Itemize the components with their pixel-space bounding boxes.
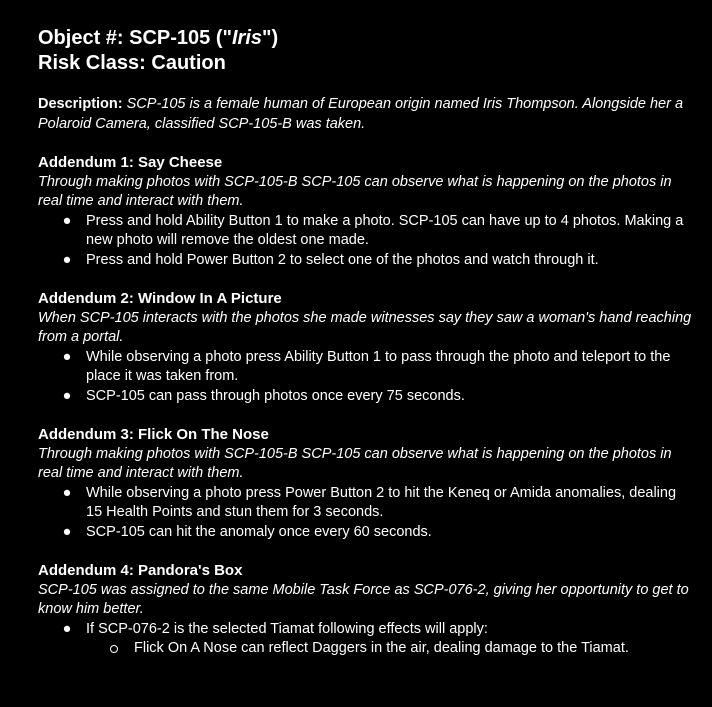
- addendum-intro: Through making photos with SCP-105-B SCP-105 can observe what is happening on the photos in real time and interact with them.: [38, 173, 672, 209]
- bullet-icon: ●: [62, 620, 72, 637]
- list-item: [62, 620, 692, 659]
- bullet-list: [38, 620, 692, 659]
- addendum-3: [38, 425, 692, 543]
- addendum-2: [38, 289, 692, 407]
- addendum-intro: SCP-105 was assigned to the same Mobile Task Force as SCP-076-2, giving her opportunity to get to know him better.: [38, 581, 689, 617]
- sub-list-item-text: Flick On A Nose can reflect Daggers in the air, dealing damage to the Tiamat.: [134, 640, 629, 656]
- bullet-icon: ●: [62, 484, 72, 501]
- object-title: [38, 26, 692, 51]
- list-item-text: While observing a photo press Ability Button 1 to pass through the photo and teleport to the place it was taken from.: [86, 348, 671, 384]
- list-item: [62, 251, 692, 271]
- list-item: [62, 348, 692, 387]
- bullet-icon: ●: [62, 387, 72, 404]
- object-title-prefix: Object #: SCP-105 (": [38, 27, 232, 49]
- list-item: [62, 523, 692, 543]
- list-item-text: Press and hold Power Button 2 to select one of the photos and watch through it.: [86, 251, 599, 268]
- risk-class: Risk Class: Caution: [38, 52, 226, 74]
- addendum-title: Addendum 4: Pandora's Box: [38, 561, 243, 579]
- addendum-1: [38, 153, 692, 271]
- bullet-list: [38, 212, 692, 271]
- bullet-list: [38, 348, 692, 407]
- addendum-title: Addendum 1: Say Cheese: [38, 153, 223, 171]
- bullet-list: [38, 484, 692, 543]
- addendum-title: Addendum 3: Flick On The Nose: [38, 425, 269, 443]
- description-label: Description:: [38, 96, 123, 112]
- bullet-icon: ●: [62, 348, 72, 365]
- object-title-name: Iris: [231, 27, 263, 49]
- addendum-4: [38, 561, 692, 659]
- addendum-intro: When SCP-105 interacts with the photos she made witnesses say they saw a woman's hand reaching from a portal.: [38, 309, 692, 345]
- list-item-text: Press and hold Ability Button 1 to make a photo. SCP-105 can have up to 4 photos. Making a new photo will remove the oldest one made.: [86, 212, 684, 248]
- list-item-text: If SCP-076-2 is the selected Tiamat following effects will apply:: [86, 620, 488, 637]
- addendum-intro: Through making photos with SCP-105-B SCP-105 can observe what is happening on the photos in real time and interact with them.: [38, 445, 672, 481]
- description-section: [38, 95, 692, 134]
- list-item-text: SCP-105 can pass through photos once every 75 seconds.: [86, 387, 465, 404]
- list-item-text: SCP-105 can hit the anomaly once every 60 seconds.: [86, 523, 432, 540]
- addendum-title: Addendum 2: Window In A Picture: [38, 289, 282, 307]
- bullet-icon: ●: [62, 523, 72, 540]
- description-text: SCP-105 is a female human of European origin named Iris Thompson. Alongside her a Polaroid Camera, classified SCP-105-B was taken.: [38, 96, 684, 132]
- sub-bullet-list: [86, 639, 692, 659]
- bullet-icon: ●: [62, 212, 72, 229]
- list-item-text: While observing a photo press Power Button 2 to hit the Keneq or Amida anomalies, dealing 15 Health Points and stun them for 3 seconds.: [86, 484, 677, 520]
- sub-list-item: [134, 639, 692, 659]
- list-item: [62, 484, 692, 523]
- list-item: [62, 387, 692, 407]
- list-item: [62, 212, 692, 251]
- object-title-suffix: "): [262, 27, 279, 49]
- hollow-bullet-icon: [110, 645, 118, 653]
- bullet-icon: ●: [62, 251, 72, 268]
